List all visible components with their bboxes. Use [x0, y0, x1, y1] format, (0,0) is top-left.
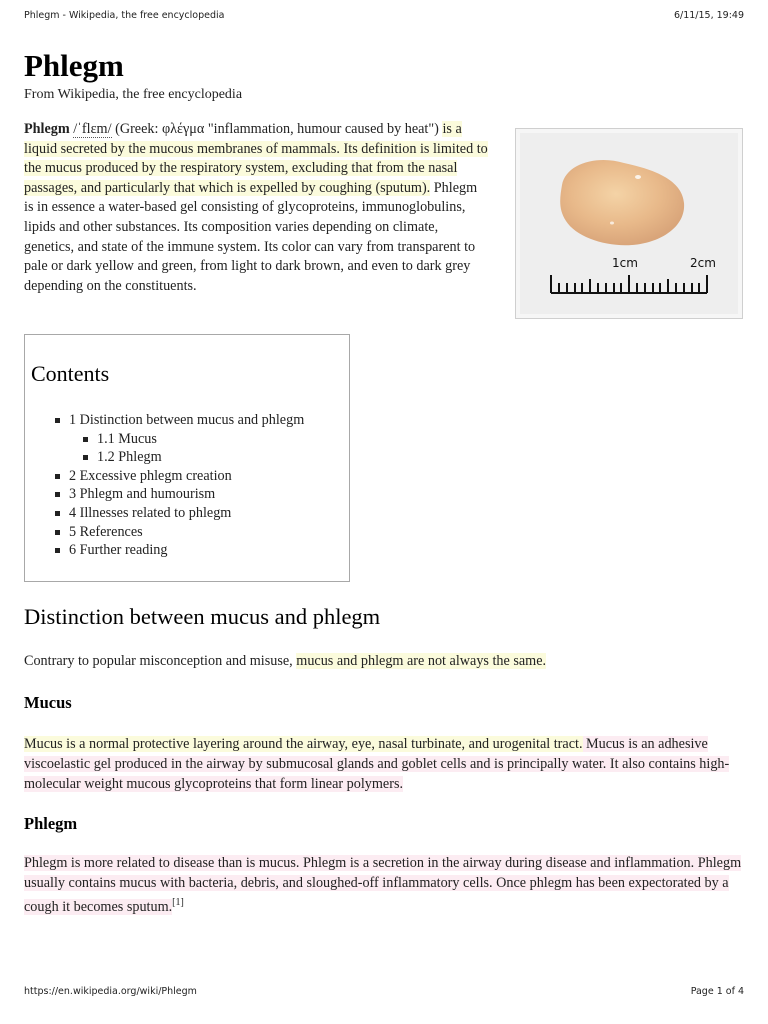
print-footer-page: Page 1 of 4 — [690, 986, 744, 997]
print-footer — [24, 986, 744, 997]
scale-label-1cm: 1cm — [612, 256, 638, 270]
page-subtitle: From Wikipedia, the free encyclopedia — [24, 87, 243, 102]
greek-word: φλέγμα — [161, 121, 205, 137]
toc-item[interactable]: 6 Further reading — [55, 541, 304, 560]
toc-list — [55, 411, 304, 560]
phlegm-paragraph — [24, 853, 746, 917]
ipa-link[interactable]: /ˈflɛm/ — [73, 121, 112, 137]
scale-label-2cm: 2cm — [690, 256, 716, 270]
phlegm-image[interactable] — [515, 128, 743, 319]
intro-paragraph — [24, 120, 490, 296]
print-footer-url: https://en.wikipedia.org/wiki/Phlegm — [24, 986, 197, 997]
distinction-text: Contrary to popular misconception and misuse, — [24, 653, 297, 669]
print-header — [24, 10, 744, 21]
phlegm-highlight: Phlegm is more related to disease than is mucus. Phlegm is a secretion in the airway during disease and inflammation. Phlegm usually contains mucus with bacteria, debris, and sloughed-off inflammatory cells. Once phlegm has been expectorated by a cough it becomes sputum. — [24, 855, 742, 915]
distinction-paragraph — [24, 651, 746, 671]
toc-title: Contents — [31, 361, 110, 386]
distinction-highlight: mucus and phlegm are not always the same. — [296, 653, 547, 669]
print-header-title: Phlegm - Wikipedia, the free encyclopedia — [24, 10, 225, 21]
intro-highlight: is a liquid secreted by the mucous membranes of mammals. Its definition is limited to the mucus produced by the respiratory system, excluding that from the nasal passages, and particularly that which is expelled by coughing (sputum). — [24, 121, 488, 196]
print-header-datetime: 6/11/15, 19:49 — [673, 10, 744, 21]
table-of-contents — [24, 334, 350, 582]
mucus-highlight-yellow: Mucus is a normal protective layering around the airway, eye, nasal turbinate, and urogenital tract. — [24, 736, 583, 752]
phlegm-sample-photo — [520, 133, 738, 314]
section-heading-distinction: Distinction between mucus and phlegm — [24, 604, 381, 629]
toc-item[interactable]: 4 Illnesses related to phlegm — [55, 504, 304, 523]
mucus-highlight-pink: Mucus is an adhesive viscoelastic gel produced in the airway by submucosal glands and goblet cells and is principally water. It also contains high-molecular weight mucous glycoproteins that form linear polymers. — [24, 736, 730, 792]
intro-term: Phlegm — [24, 121, 70, 137]
mucus-paragraph — [24, 734, 746, 794]
toc-item[interactable]: 5 References — [55, 523, 304, 542]
toc-item[interactable]: 1 Distinction between mucus and phlegm — [55, 411, 304, 430]
section-heading-mucus: Mucus — [24, 693, 72, 712]
section-heading-phlegm: Phlegm — [24, 814, 78, 833]
intro-rest: Phlegm is in essence a water-based gel consisting of glycoproteins, immunoglobulins, lipids and other substances. Its composition varies depending on climate, genetics, and state of the immune system. Its color can vary from transparent to pale or dark yellow and green, from light to dark brown, and even to dark grey depending on the constituents. — [24, 179, 478, 294]
intro-greek-prefix: (Greek: — [111, 121, 162, 137]
toc-item[interactable]: 2 Excessive phlegm creation — [55, 467, 304, 486]
intro-greek-suffix: "inflammation, humour caused by heat") — [204, 121, 443, 137]
page-title: Phlegm — [24, 48, 124, 83]
toc-item[interactable]: 3 Phlegm and humourism — [55, 485, 304, 504]
toc-item[interactable]: 1.2 Phlegm — [83, 448, 304, 467]
toc-item[interactable]: 1.1 Mucus — [83, 430, 304, 449]
reference-link[interactable]: [1] — [172, 897, 184, 908]
